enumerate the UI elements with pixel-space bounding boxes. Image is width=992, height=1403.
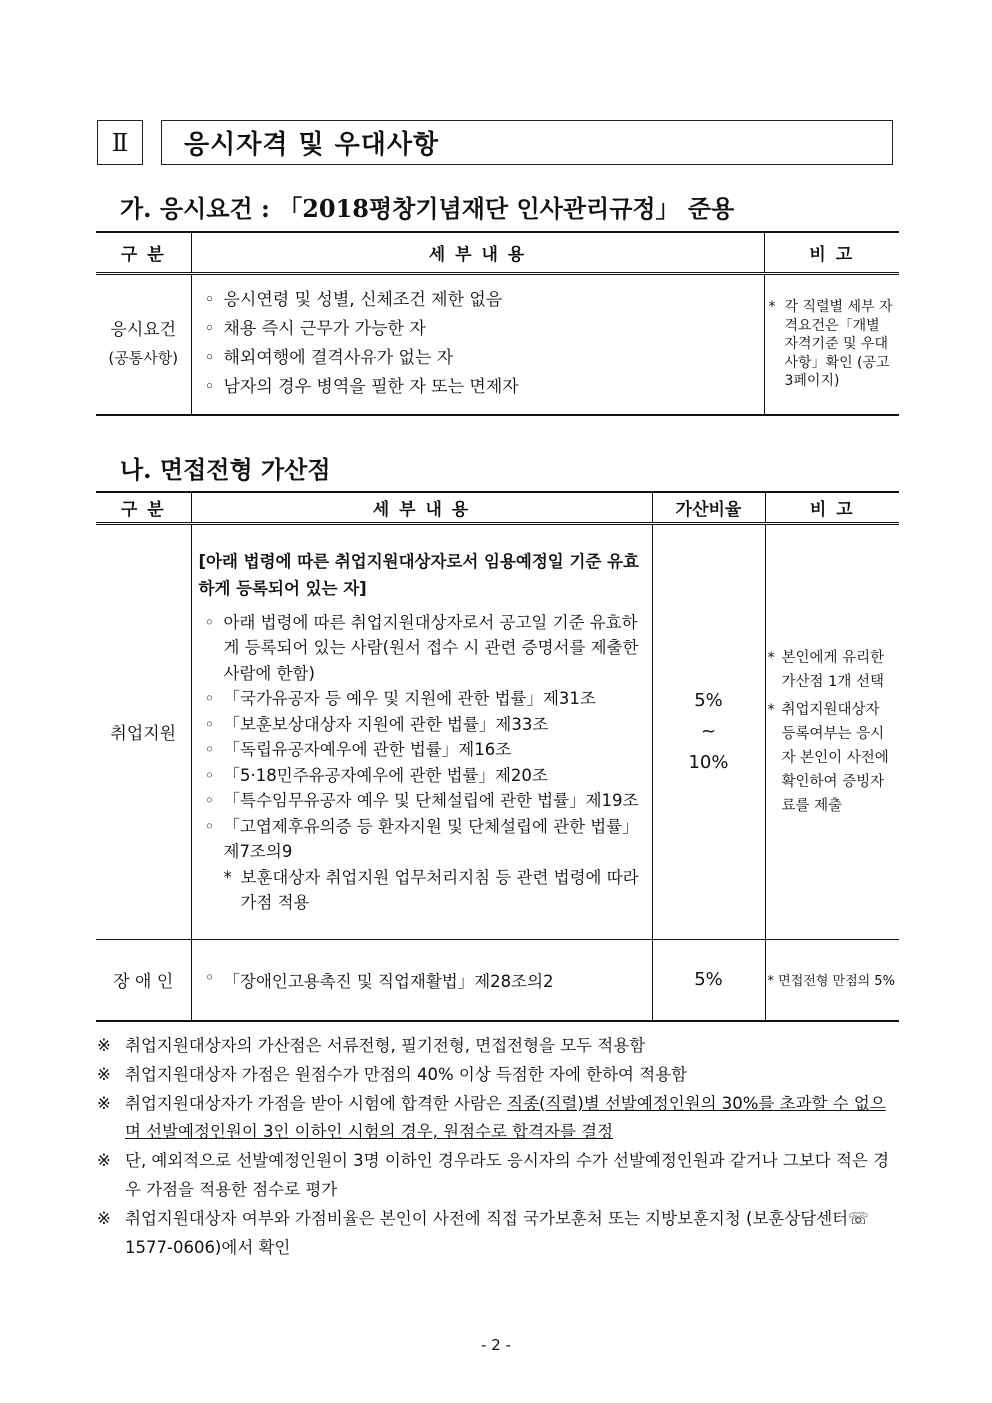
row-details <box>191 939 652 1021</box>
list-item: ◦ 「고엽제후유의증 등 환자지원 및 단체설립에 관한 법률」 제7조의9 <box>196 814 646 865</box>
row-label: 응시요건 <box>110 320 177 341</box>
table-header-row <box>96 232 899 273</box>
remark-text: 면접전형 만점의 5% <box>778 974 895 990</box>
header-details: 세 부 내 용 <box>191 232 764 273</box>
list-item: ◦ 응시연령 및 성별, 신체조건 제한 없음 <box>196 286 758 315</box>
list-item: ◦ 아래 법령에 따른 취업지원대상자로서 공고일 기준 유효하게 등록되어 있는 사람(원서 접수 시 관련 증명서를 제출한 사람에 한함) <box>196 610 646 687</box>
footnote-mark: ※ <box>97 1151 111 1171</box>
list-item: ◦ 「독립유공자예우에 관한 법률」제16조 <box>196 737 646 763</box>
sub-note <box>199 865 646 916</box>
section-title-box <box>161 120 893 165</box>
header-category: 구 분 <box>96 492 191 523</box>
remark-item <box>768 698 896 818</box>
remark-mark: * <box>767 974 774 990</box>
header-category: 구 분 <box>96 232 191 273</box>
header-rate: 가산비율 <box>652 492 765 523</box>
rate-cell <box>652 523 765 939</box>
footnotes <box>97 1032 897 1262</box>
note-mark: * <box>768 299 776 315</box>
footnote-text: 취업지원대상자가 가점을 받아 시험에 합격한 사람은 <box>125 1093 508 1113</box>
list-item: ◦ 남자의 경우 병역을 필한 자 또는 면제자 <box>196 373 758 402</box>
table-row <box>96 939 899 1021</box>
remark-text: 취업지원대상자 등록여부는 응시자 본인이 사전에 확인하여 증빙자료를 제출 <box>781 701 889 814</box>
remark-mark: * <box>767 701 775 718</box>
list-item: ◦ 해외여행에 결격사유가 없는 자 <box>196 344 758 373</box>
footnote <box>97 1061 897 1090</box>
page-number: - 2 - <box>481 1336 511 1354</box>
list-item: ◦ 「장애인고용촉진 및 직업재활법」제28조의2 <box>196 968 646 992</box>
heading-a: 가. 응시요건 : 「2018평창기념재단 인사관리규정」 준용 <box>120 194 735 223</box>
footnote <box>97 1032 897 1061</box>
list-item: ◦ 채용 즉시 근무가 가능한 자 <box>196 315 758 344</box>
header-remarks: 비 고 <box>764 232 899 273</box>
remark-mark: * <box>767 649 775 666</box>
rate-cell: 5% <box>652 939 765 1021</box>
list-item: ◦ 「특수임무유공자 예우 및 단체설립에 관한 법률」제19조 <box>196 788 646 814</box>
rate-max: 10% <box>688 752 729 773</box>
row-sublabel: (공통사항) <box>108 349 179 368</box>
section-number-box <box>97 120 143 165</box>
footnote-underlined-text: 직종(직렬)별 선발예정인원의 30%를 초과할 수 없으며 선발예정인원이 3인 이하인 시험의 경우, 원점수로 합격자를 결정 <box>125 1093 886 1142</box>
sub-note-mark: * <box>223 867 232 887</box>
header-details: 세 부 내 용 <box>191 492 652 523</box>
footnote-text: 취업지원대상자의 가산점은 서류전형, 필기전형, 면접전형을 모두 적용함 <box>125 1036 646 1055</box>
row-label: 취업지원 <box>110 724 177 744</box>
law-list <box>196 968 646 992</box>
footnote <box>97 1147 897 1205</box>
remark-text: 본인에게 유리한 가산점 1개 선택 <box>781 649 885 690</box>
row-remarks <box>765 939 899 1021</box>
table-header-row <box>96 492 899 523</box>
row-details <box>191 273 764 415</box>
table-row <box>96 273 899 415</box>
footnote <box>97 1090 897 1148</box>
footnote-text: 취업지원대상자 여부와 가점비율은 본인이 사전에 직접 국가보훈처 또는 지방보훈지청 (보훈상담센터☏ 1577-0606)에서 확인 <box>125 1208 869 1257</box>
section-number: Ⅱ <box>111 128 129 157</box>
footnote-text: 취업지원대상자 가점은 원점수가 만점의 40% 이상 득점한 자에 한하여 적용함 <box>125 1064 688 1084</box>
row-category <box>96 273 191 415</box>
rate-separator: ~ <box>700 721 717 742</box>
table-row <box>96 523 899 939</box>
remark-text: 각 직렬별 세부 자격요건은「개별 자격기준 및 우대사항」확인 (공고 3페이지) <box>784 299 893 389</box>
list-item: ◦ 「보훈보상대상자 지원에 관한 법률」제33조 <box>196 712 646 738</box>
requirements-table <box>96 231 899 416</box>
section-title: 응시자격 및 우대사항 <box>184 130 440 160</box>
footnote-mark: ※ <box>97 1093 111 1113</box>
footnote-mark: ※ <box>97 1036 111 1055</box>
row-remarks <box>764 273 899 415</box>
list-item: ◦ 「5·18민주유공자예우에 관한 법률」제20조 <box>196 763 646 789</box>
row-remarks <box>765 523 899 939</box>
footnote <box>97 1205 897 1263</box>
remark-item <box>768 646 896 694</box>
details-bold-title: [아래 법령에 따른 취업지원대상자로서 임용예정일 기준 유효하게 등록되어 있는 자] <box>198 551 639 598</box>
footnote-text: 단, 예외적으로 선발예정인원이 3명 이하인 경우라도 응시자의 수가 선발예정인원과 같거나 그보다 적은 경우 가점을 적용한 점수로 평가 <box>125 1151 890 1199</box>
requirements-list <box>196 286 758 402</box>
footnote-mark: ※ <box>97 1208 111 1228</box>
heading-b: 나. 면접전형 가산점 <box>120 455 331 484</box>
list-item: ◦ 「국가유공자 등 예우 및 지원에 관한 법률」제31조 <box>196 686 646 712</box>
sub-note-text: 보훈대상자 취업지원 업무처리지침 등 관련 법령에 따라 가점 적용 <box>240 867 639 912</box>
row-label: 장 애 인 <box>113 972 174 993</box>
row-details <box>191 523 652 939</box>
header-remarks: 비 고 <box>765 492 899 523</box>
footnote-mark: ※ <box>97 1064 111 1084</box>
bonus-points-table <box>96 491 899 1022</box>
law-list <box>196 610 646 865</box>
rate-min: 5% <box>694 690 723 711</box>
